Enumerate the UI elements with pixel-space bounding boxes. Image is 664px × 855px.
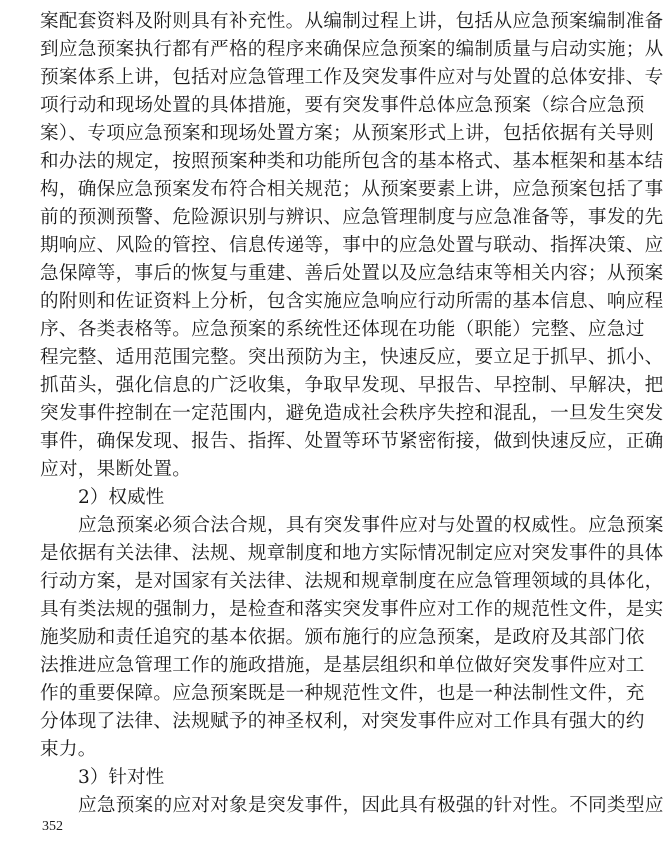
text-line: 到应急预案执行都有严格的程序来确保应急预案的编制质量与启动实施；从 — [40, 39, 664, 60]
text-line: 应对，果断处置。 — [40, 459, 192, 480]
text-line: 束力。 — [40, 739, 97, 760]
text-line: 项行动和现场处置的具体措施，要有突发事件总体应急预案（综合应急预 — [40, 95, 645, 116]
text-line: 构，确保应急预案发布符合相关规范；从预案要素上讲，应急预案包括了事 — [40, 179, 664, 200]
text-line: 应急预案必须合法合规，具有突发事件应对与处置的权威性。应急预案 — [78, 515, 664, 536]
text-line: 期响应、风险的管控、信息传递等，事中的应急处置与联动、指挥决策、应 — [40, 235, 664, 256]
text-line: 具有类法规的强制力，是检查和落实突发事件应对工作的规范性文件，是实 — [40, 599, 664, 620]
page-number: 352 — [42, 819, 63, 834]
text-line: 程完整、适用范围完整。突出预防为主，快速反应，要立足于抓早、抓小、 — [40, 347, 664, 368]
text-line: 是依据有关法律、法规、规章制度和地方实际情况制定应对突发事件的具体 — [40, 543, 664, 564]
text-line: 施奖励和责任追究的基本依据。颁布施行的应急预案，是政府及其部门依 — [40, 627, 645, 648]
text-line: 作的重要保障。应急预案既是一种规范性文件，也是一种法制性文件，充 — [40, 683, 645, 704]
section-heading-authority: 2）权威性 — [78, 487, 165, 508]
text-line: 案配套资料及附则具有补充性。从编制过程上讲，包括从应急预案编制准备 — [40, 11, 664, 32]
text-line: 抓苗头，强化信息的广泛收集，争取早发现、早报告、早控制、早解决，把 — [40, 375, 664, 396]
text-line: 预案体系上讲，包括对应急管理工作及突发事件应对与处置的总体安排、专 — [40, 67, 664, 88]
text-line: 序、各类表格等。应急预案的系统性还体现在功能（职能）完整、应急过 — [40, 319, 645, 340]
text-line: 和办法的规定，按照预案种类和功能所包含的基本格式、基本框架和基本结 — [40, 151, 664, 172]
text-line: 应急预案的应对对象是突发事件，因此具有极强的针对性。不同类型应 — [78, 795, 664, 816]
text-line: 的附则和佐证资料上分析，包含实施应急响应行动所需的基本信息、响应程 — [40, 291, 664, 312]
text-line: 急保障等，事后的恢复与重建、善后处置以及应急结束等相关内容；从预案 — [40, 263, 664, 284]
text-line: 法推进应急管理工作的施政措施，是基层组织和单位做好突发事件应对工 — [40, 655, 645, 676]
text-line: 案）、专项应急预案和现场处置方案；从预案形式上讲，包括依据有关导则 — [40, 123, 655, 144]
text-line: 行动方案，是对国家有关法律、法规和规章制度在应急管理领域的具体化， — [40, 571, 664, 592]
text-line: 事件，确保发现、报告、指挥、处置等环节紧密衔接，做到快速反应，正确 — [40, 431, 664, 452]
text-line: 分体现了法律、法规赋予的神圣权利，对突发事件应对工作具有强大的约 — [40, 711, 645, 732]
text-line: 前的预测预警、危险源识别与辨识、应急管理制度与应急准备等，事发的先 — [40, 207, 664, 228]
section-heading-pertinence: 3）针对性 — [78, 767, 165, 788]
text-line: 突发事件控制在一定范围内，避免造成社会秩序失控和混乱，一旦发生突发 — [40, 403, 664, 424]
